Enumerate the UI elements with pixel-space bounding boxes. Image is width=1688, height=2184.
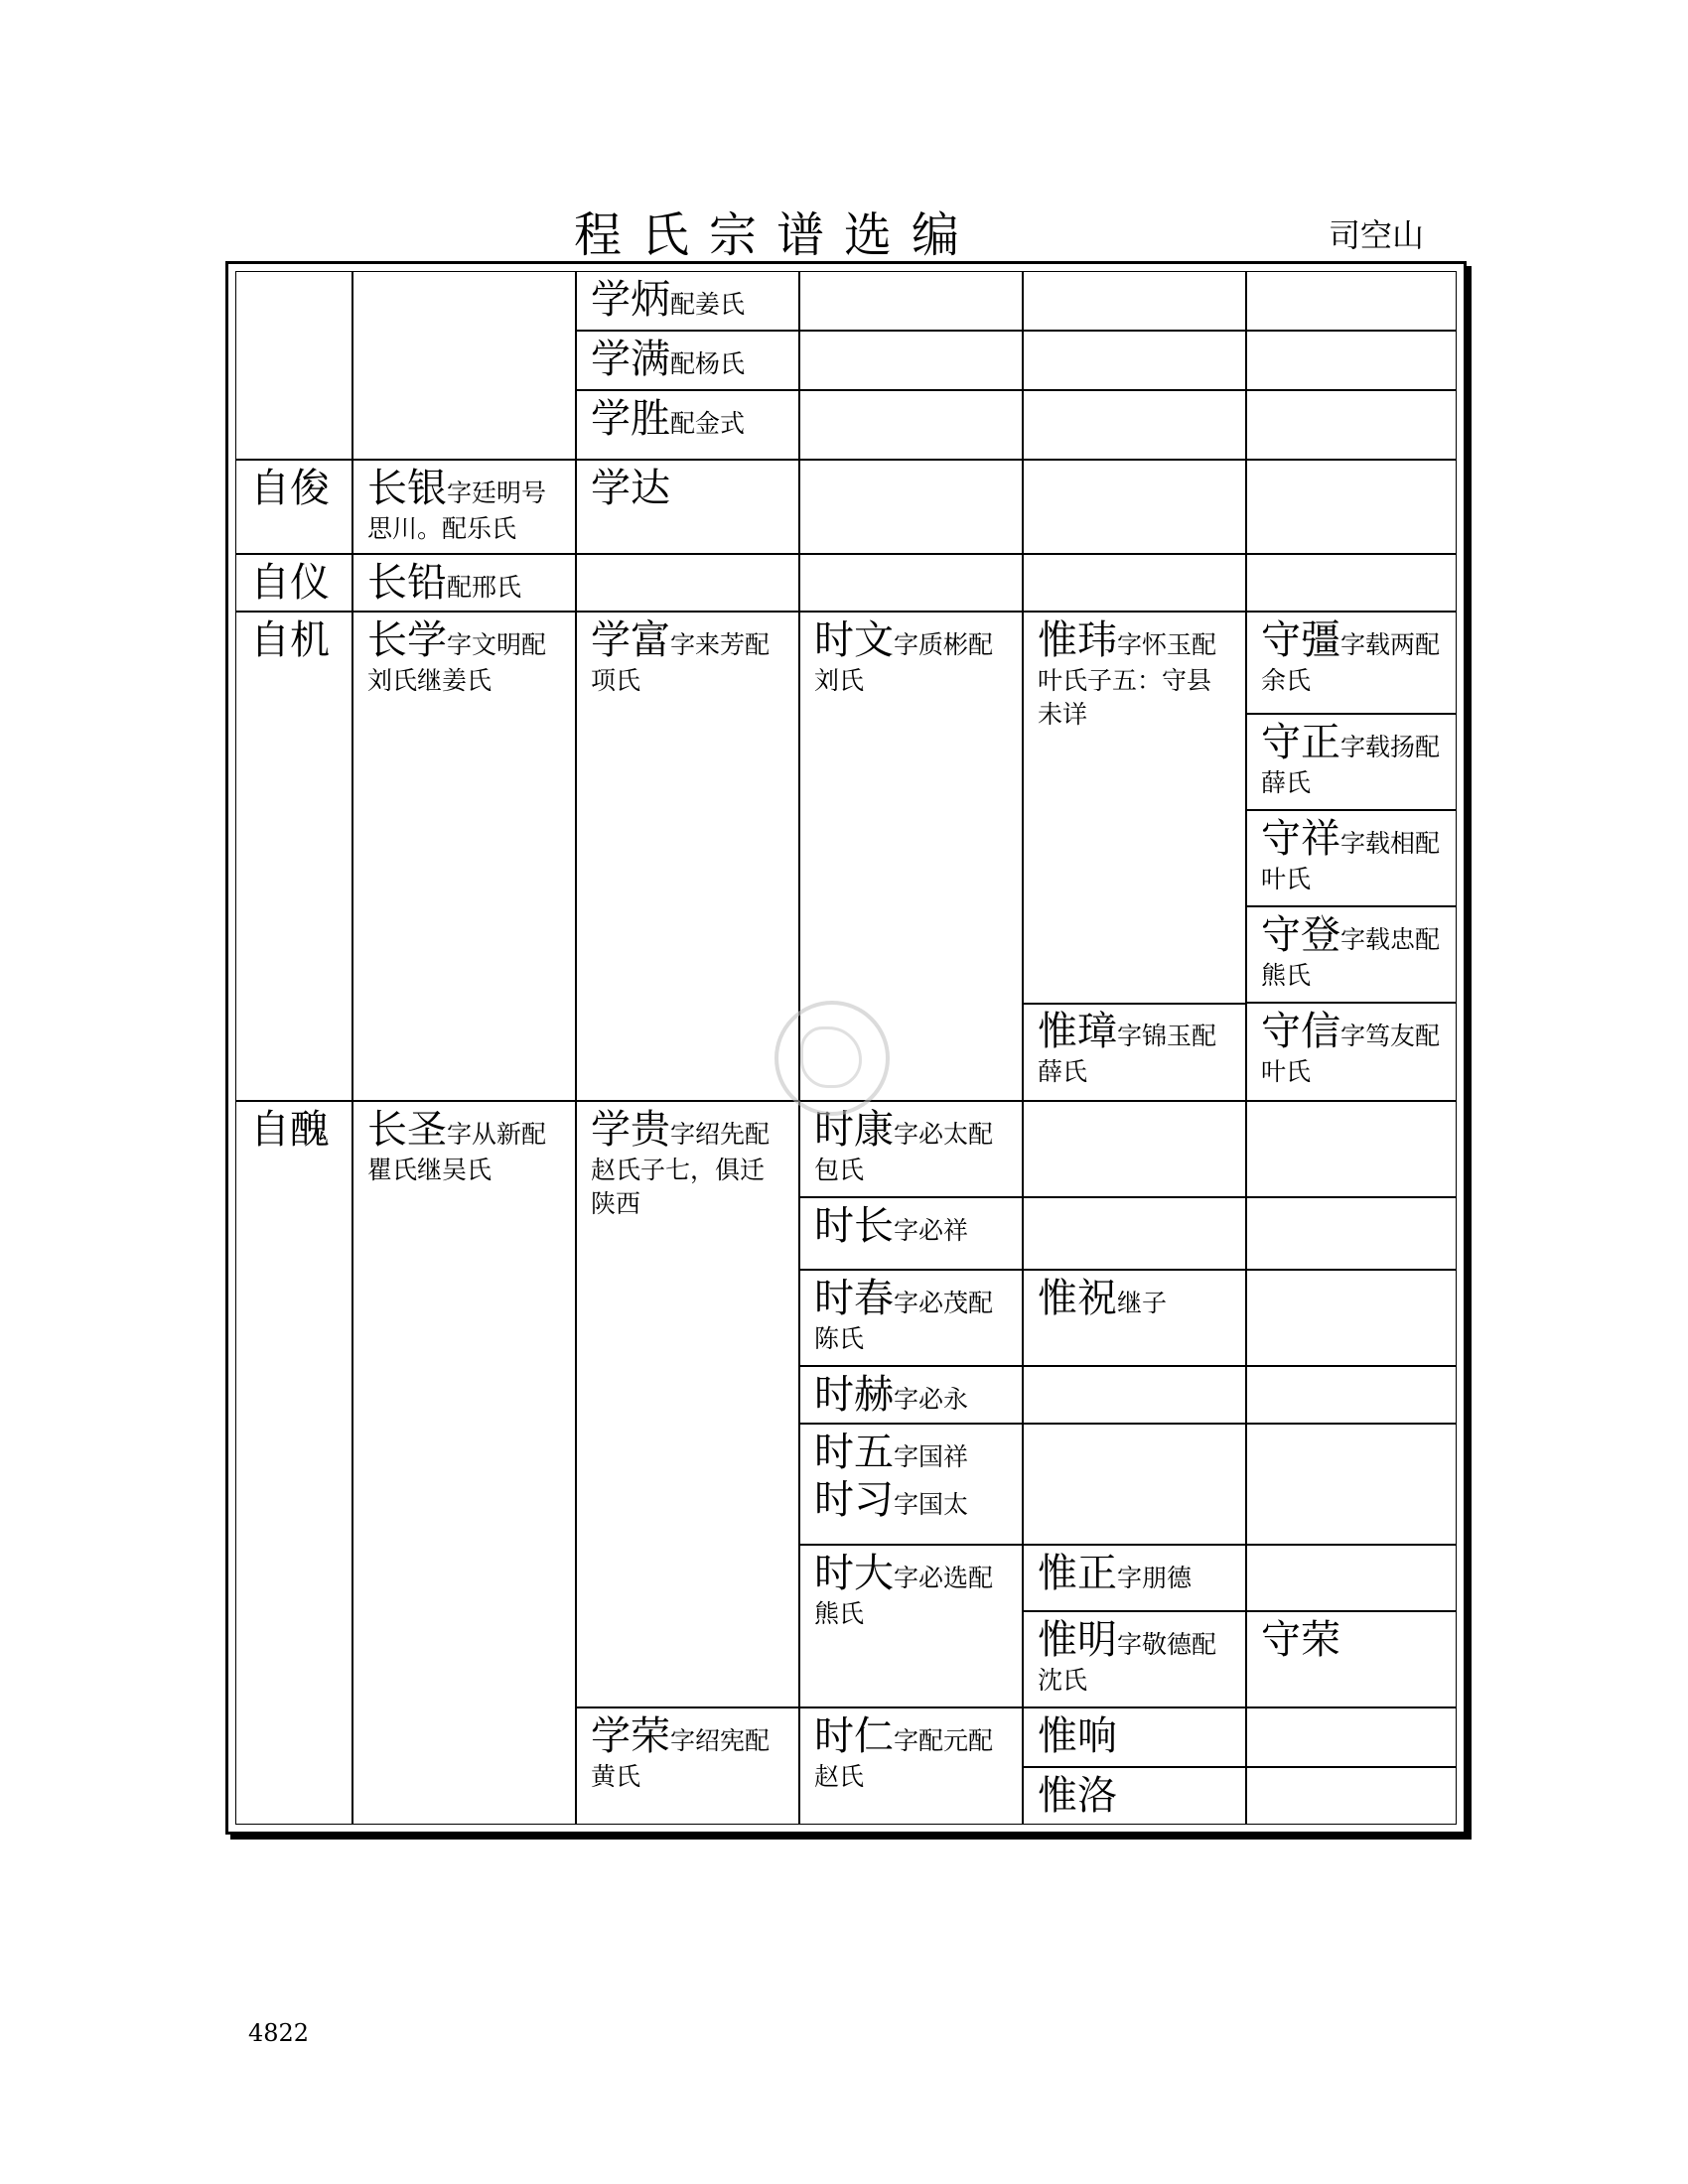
person-detail: 字国祥 [894, 1442, 969, 1471]
table-cell [799, 1366, 1023, 1424]
table-cell [799, 554, 1023, 612]
table-cell [235, 612, 352, 1101]
table-cell [352, 460, 576, 554]
person-name: 时文 [814, 617, 894, 663]
person-name: 惟璋 [1038, 1009, 1117, 1054]
person-detail: 配金式 [670, 409, 746, 438]
person-name: 守登 [1261, 912, 1340, 958]
person-detail: 字国太 [894, 1490, 969, 1519]
person-detail: 字朋德 [1117, 1564, 1193, 1592]
table-cell [235, 460, 352, 554]
page-title: 程氏宗谱选编 [574, 207, 980, 263]
person-name: 惟祝 [1038, 1276, 1117, 1321]
person-detail: 配邢氏 [447, 573, 522, 602]
person-name: 学富 [591, 617, 670, 663]
table-cell [1246, 1270, 1457, 1366]
person-detail: 字载忠配熊氏 [1261, 925, 1441, 990]
table-cell [799, 1197, 1023, 1270]
person-detail: 配姜氏 [670, 290, 746, 319]
table-cell [1246, 1767, 1457, 1825]
person-detail: 字必选配熊氏 [814, 1564, 994, 1628]
person-name: 时赫 [814, 1372, 894, 1418]
table-cell [799, 1424, 1023, 1545]
table-cell [1023, 1545, 1246, 1611]
table-cell [576, 271, 799, 331]
generation-label: 自仪 [250, 560, 330, 606]
person-name: 长学 [367, 617, 447, 663]
person-name: 时康 [814, 1107, 894, 1153]
table-cell [576, 612, 799, 1101]
table-cell [1246, 1424, 1457, 1545]
person-name: 惟明 [1038, 1617, 1117, 1663]
person-name: 时长 [814, 1203, 894, 1249]
table-cell [1023, 1707, 1246, 1767]
table-cell [1246, 1707, 1457, 1767]
table-cell [1023, 390, 1246, 460]
table-cell [1246, 390, 1457, 460]
person-name: 时大 [814, 1551, 894, 1596]
person-detail: 字配元配赵氏 [814, 1726, 994, 1791]
person-detail: 字锦玉配薛氏 [1038, 1022, 1217, 1086]
person-detail: 字质彬配刘氏 [814, 630, 994, 695]
table-cell [1246, 554, 1457, 612]
person-detail: 配杨氏 [670, 349, 746, 378]
table-cell [1023, 460, 1246, 554]
person-detail: 字绍先配赵氏子七，俱迁陕西 [591, 1120, 771, 1218]
table-cell [1246, 906, 1457, 1003]
person-name: 时习 [814, 1477, 894, 1523]
person-detail: 字敬德配沈氏 [1038, 1630, 1217, 1695]
person-detail: 字载相配叶氏 [1261, 829, 1441, 893]
person-name: 惟玮 [1038, 617, 1117, 663]
table-cell [235, 554, 352, 612]
person-name: 时仁 [814, 1713, 894, 1759]
table-cell [799, 460, 1023, 554]
person-name: 惟响 [1038, 1713, 1117, 1759]
table-cell [1023, 1101, 1246, 1197]
table-cell [1023, 554, 1246, 612]
table-cell [799, 271, 1023, 331]
table-cell [799, 390, 1023, 460]
person-name: 守彊 [1261, 617, 1340, 663]
table-cell [1246, 1611, 1457, 1707]
person-detail: 字必永 [894, 1385, 969, 1414]
table-cell [1246, 460, 1457, 554]
generation-label: 自机 [250, 617, 330, 663]
table-cell [352, 612, 576, 1101]
header-subtitle: 司空山 [1329, 216, 1425, 254]
person-name: 长银 [367, 466, 447, 511]
person-detail: 字怀玉配叶氏子五：守县未详 [1038, 630, 1217, 729]
table-cell [1246, 612, 1457, 714]
table-cell [1246, 331, 1457, 390]
table-cell [576, 331, 799, 390]
person-name: 学荣 [591, 1713, 670, 1759]
table-cell [576, 1707, 799, 1825]
table-cell [799, 1545, 1023, 1707]
person-name: 守荣 [1261, 1617, 1340, 1663]
seal-watermark-icon [774, 1001, 890, 1116]
table-cell [1023, 1197, 1246, 1270]
person-name: 时春 [814, 1276, 894, 1321]
table-cell [352, 1101, 576, 1825]
person-detail: 字必太配包氏 [814, 1120, 994, 1184]
generation-label: 自醜 [250, 1107, 330, 1153]
person-name: 惟正 [1038, 1551, 1117, 1596]
table-cell [1023, 1003, 1246, 1101]
person-detail: 字绍宪配黄氏 [591, 1726, 771, 1791]
person-name: 长铅 [367, 560, 447, 606]
person-detail: 字廷明号思川。配乐氏 [367, 478, 547, 543]
table-cell [1023, 1611, 1246, 1707]
person-detail: 继子 [1117, 1289, 1168, 1317]
table-cell [235, 271, 352, 460]
table-cell [799, 331, 1023, 390]
person-name: 学达 [591, 466, 670, 511]
table-cell [1023, 1366, 1246, 1424]
table-cell [1023, 1767, 1246, 1825]
table-cell [1246, 271, 1457, 331]
table-cell [1246, 1366, 1457, 1424]
person-detail: 字必茂配陈氏 [814, 1289, 994, 1353]
table-cell [235, 1101, 352, 1825]
table-cell [576, 460, 799, 554]
table-cell [1246, 1101, 1457, 1197]
person-name: 长圣 [367, 1107, 447, 1153]
table-cell [1246, 810, 1457, 906]
person-name: 学满 [591, 337, 670, 382]
page-number: 4822 [248, 2019, 310, 2047]
person-name: 学炳 [591, 277, 670, 323]
table-cell [1023, 1270, 1246, 1366]
person-name: 守信 [1261, 1009, 1340, 1054]
person-detail: 字载扬配薛氏 [1261, 733, 1441, 797]
table-cell [352, 554, 576, 612]
table-cell [1023, 271, 1246, 331]
person-name: 学胜 [591, 396, 670, 442]
person-detail: 字从新配瞿氏继吴氏 [367, 1120, 547, 1184]
table-cell [1246, 1003, 1457, 1101]
person-name: 时五 [814, 1430, 894, 1475]
person-name: 守祥 [1261, 816, 1340, 862]
table-cell [352, 271, 576, 460]
person-name: 惟洛 [1038, 1773, 1117, 1819]
person-name: 守正 [1261, 720, 1340, 765]
generation-label: 自俊 [250, 466, 330, 511]
table-cell [799, 1270, 1023, 1366]
person-detail: 字载两配余氏 [1261, 630, 1441, 695]
table-cell [576, 1101, 799, 1707]
person-name: 学贵 [591, 1107, 670, 1153]
table-cell [1246, 1197, 1457, 1270]
table-cell [576, 390, 799, 460]
table-cell [1023, 331, 1246, 390]
table-cell [1023, 1424, 1246, 1545]
table-cell [1246, 714, 1457, 810]
person-detail: 字必祥 [894, 1216, 969, 1245]
table-cell [576, 554, 799, 612]
table-cell [1023, 612, 1246, 1005]
table-cell [1246, 1545, 1457, 1611]
person-detail: 字笃友配叶氏 [1261, 1022, 1441, 1086]
person-detail: 字文明配刘氏继姜氏 [367, 630, 547, 695]
person-detail: 字来芳配项氏 [591, 630, 771, 695]
table-cell [799, 1707, 1023, 1825]
